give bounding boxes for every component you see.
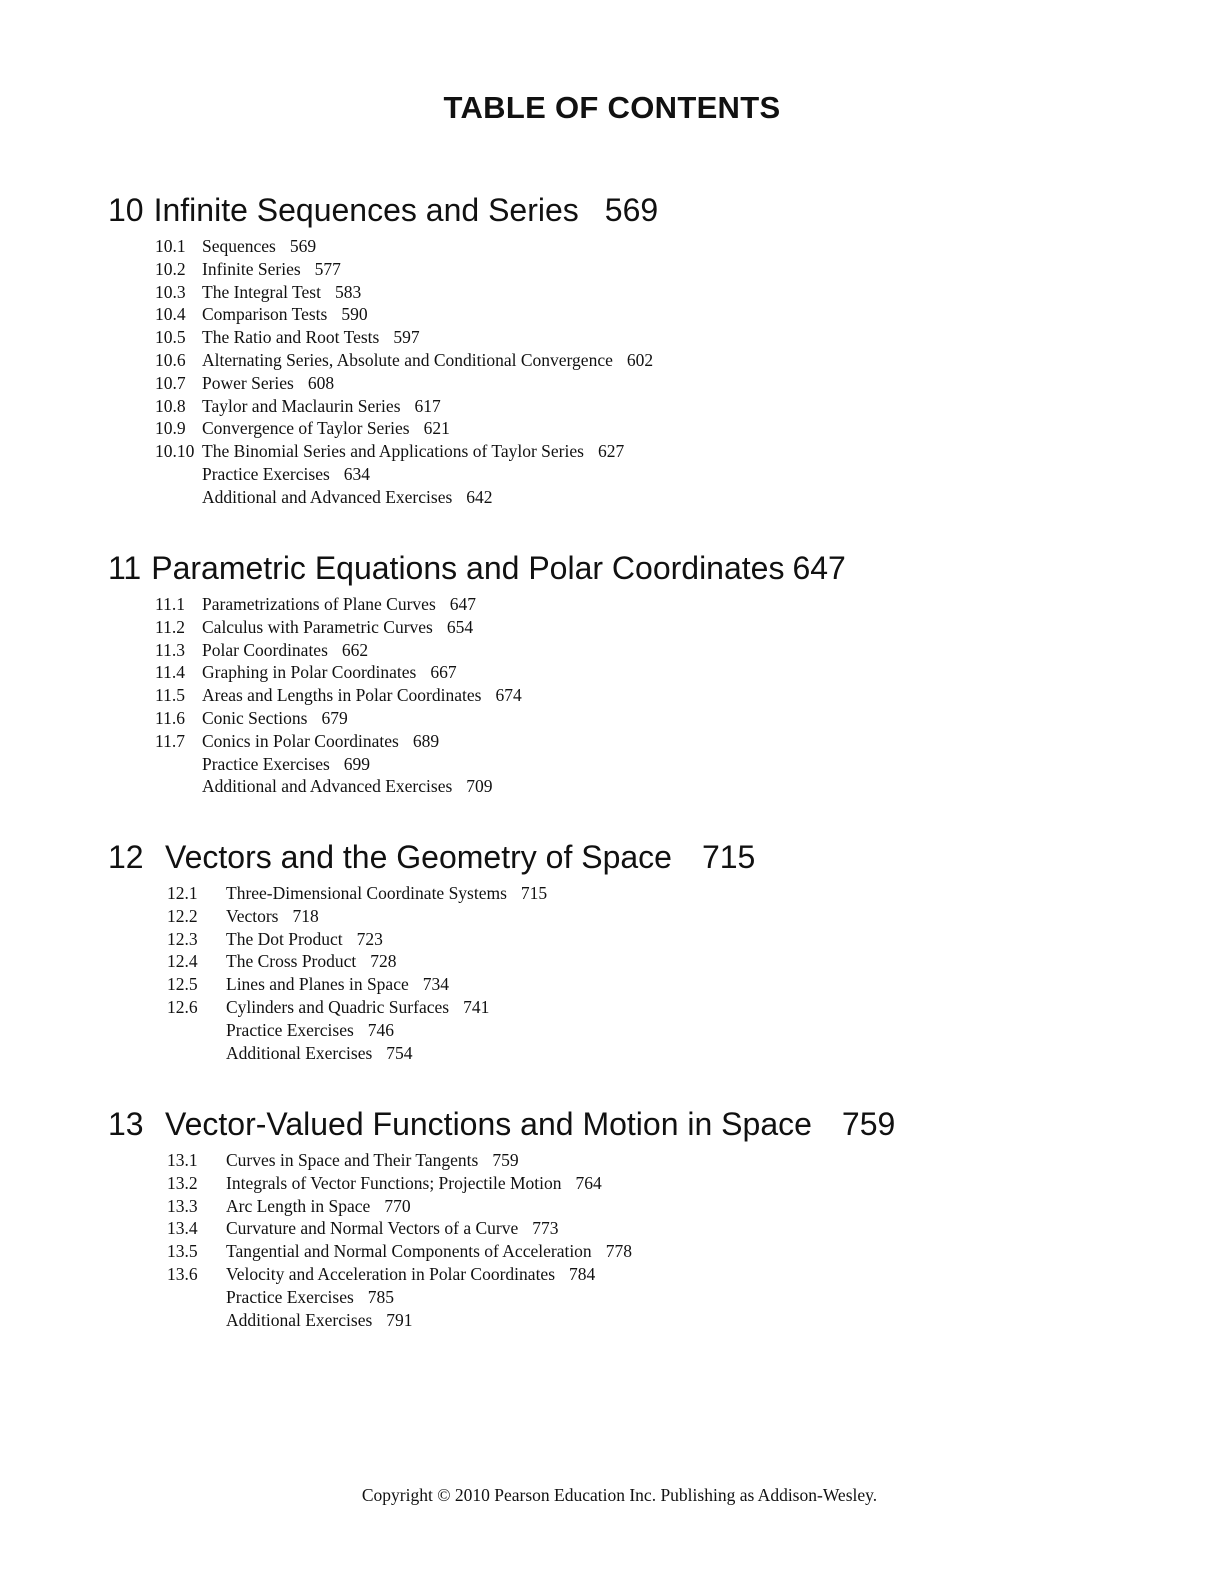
section-title: Parametrizations of Plane Curves bbox=[202, 594, 436, 614]
section-title: Curvature and Normal Vectors of a Curve bbox=[226, 1218, 519, 1239]
section-page: 718 bbox=[292, 905, 319, 926]
section-list bbox=[0, 882, 1224, 1064]
section-title: Graphing in Polar Coordinates bbox=[202, 662, 417, 683]
section-title: Comparison Tests bbox=[202, 304, 328, 325]
section-page: 699 bbox=[343, 753, 371, 774]
section-title: Three-Dimensional Coordinate Systems bbox=[226, 883, 507, 903]
section-title: Conic Sections bbox=[202, 707, 308, 728]
toc-entry[interactable] bbox=[0, 372, 1224, 395]
section-number: 12.3 bbox=[167, 928, 198, 949]
section-title: Calculus with Parametric Curves bbox=[202, 616, 433, 637]
section-page: 642 bbox=[466, 486, 493, 507]
toc-entry[interactable] bbox=[0, 1195, 1224, 1218]
section-page: 709 bbox=[466, 776, 493, 797]
chapter-number: 11 bbox=[108, 550, 142, 586]
chapter-page: 715 bbox=[701, 839, 756, 875]
section-number: 11.7 bbox=[155, 730, 185, 751]
section-title: Infinite Series bbox=[202, 258, 301, 279]
toc-entry[interactable] bbox=[0, 753, 1224, 776]
toc-entry[interactable] bbox=[0, 661, 1224, 684]
section-number: 12.1 bbox=[167, 883, 198, 903]
toc-entry[interactable] bbox=[0, 684, 1224, 707]
section-number: 11.4 bbox=[155, 662, 185, 683]
toc-entry[interactable] bbox=[0, 1149, 1224, 1172]
section-page: 602 bbox=[626, 349, 654, 370]
section-number: 10.7 bbox=[155, 372, 186, 393]
section-number: 13.4 bbox=[167, 1218, 198, 1239]
section-page: 784 bbox=[569, 1263, 596, 1284]
section-title: Sequences bbox=[202, 236, 276, 256]
section-page: 728 bbox=[370, 951, 397, 972]
chapter-number: 13 bbox=[108, 1106, 144, 1142]
section-number: 11.1 bbox=[155, 594, 185, 614]
section-title: The Dot Product bbox=[226, 928, 343, 949]
section-page: 679 bbox=[321, 707, 348, 728]
toc-entry[interactable] bbox=[0, 417, 1224, 440]
section-number: 10.10 bbox=[155, 441, 195, 462]
chapter-title: Vectors and the Geometry of Space bbox=[165, 839, 672, 875]
toc-entry[interactable] bbox=[0, 1263, 1224, 1286]
chapter-page: 569 bbox=[604, 192, 659, 228]
section-title: Areas and Lengths in Polar Coordinates bbox=[202, 685, 482, 706]
section-page: 590 bbox=[341, 304, 368, 325]
section-page: 583 bbox=[334, 281, 362, 302]
section-number: 10.9 bbox=[155, 418, 186, 439]
toc-entry[interactable] bbox=[0, 928, 1224, 951]
toc-entry[interactable] bbox=[0, 1172, 1224, 1195]
section-page: 608 bbox=[307, 372, 335, 393]
section-list bbox=[0, 593, 1224, 798]
toc-entry[interactable] bbox=[0, 616, 1224, 639]
section-number: 13.5 bbox=[167, 1241, 198, 1262]
toc-entry[interactable] bbox=[0, 326, 1224, 349]
section-title: Cylinders and Quadric Surfaces bbox=[226, 996, 450, 1017]
section-page: 764 bbox=[575, 1172, 602, 1193]
section-title: The Cross Product bbox=[226, 951, 357, 972]
section-page: 667 bbox=[430, 662, 457, 683]
section-page: 634 bbox=[343, 463, 371, 484]
toc-entry[interactable] bbox=[0, 905, 1224, 928]
section-title: The Integral Test bbox=[202, 281, 321, 302]
section-page: 734 bbox=[422, 974, 449, 995]
section-title: Additional Exercises bbox=[226, 1309, 373, 1330]
section-page: 773 bbox=[532, 1218, 559, 1239]
section-title: Practice Exercises bbox=[202, 463, 330, 484]
chapter-title: Parametric Equations and Polar Coordinates bbox=[151, 550, 785, 586]
section-number: 10.4 bbox=[155, 304, 186, 325]
section-number: 10.3 bbox=[155, 281, 186, 302]
toc-entry[interactable] bbox=[0, 1217, 1224, 1240]
section-page: 597 bbox=[393, 327, 420, 348]
section-page: 759 bbox=[492, 1150, 519, 1170]
section-title: Arc Length in Space bbox=[226, 1195, 371, 1216]
section-number: 11.2 bbox=[155, 616, 185, 637]
section-page: 785 bbox=[367, 1286, 395, 1307]
section-title: Tangential and Normal Components of Acceleration bbox=[226, 1241, 592, 1262]
page-title: TABLE OF CONTENTS bbox=[443, 90, 781, 125]
section-page: 674 bbox=[495, 685, 522, 706]
toc-entry[interactable] bbox=[0, 258, 1224, 281]
section-number: 13.1 bbox=[167, 1150, 198, 1170]
section-number: 10.2 bbox=[155, 258, 186, 279]
section-page: 715 bbox=[520, 883, 548, 903]
section-title: Conics in Polar Coordinates bbox=[202, 730, 399, 751]
section-title: Practice Exercises bbox=[202, 753, 330, 774]
chapter-title: Infinite Sequences and Series bbox=[153, 192, 579, 228]
chapter-title: Vector-Valued Functions and Motion in Space bbox=[165, 1106, 812, 1142]
section-page: 689 bbox=[412, 730, 440, 751]
section-number: 12.4 bbox=[167, 951, 198, 972]
toc-entry[interactable] bbox=[0, 1042, 1224, 1065]
toc-entry[interactable] bbox=[0, 303, 1224, 326]
section-title: Integrals of Vector Functions; Projectile Motion bbox=[226, 1172, 562, 1193]
chapter-page: 647 bbox=[792, 550, 846, 586]
toc-entry[interactable] bbox=[0, 730, 1224, 753]
toc-entry[interactable] bbox=[0, 235, 1224, 258]
section-list bbox=[0, 235, 1224, 509]
toc-entry[interactable] bbox=[0, 1309, 1224, 1332]
section-page: 662 bbox=[341, 639, 369, 660]
toc-entry[interactable] bbox=[0, 281, 1224, 304]
section-number: 13.6 bbox=[167, 1263, 198, 1284]
section-title: The Binomial Series and Applications of Taylor Series bbox=[202, 441, 584, 462]
section-page: 770 bbox=[384, 1195, 411, 1216]
toc-entry[interactable] bbox=[0, 707, 1224, 730]
section-title: Practice Exercises bbox=[226, 1286, 354, 1307]
section-title: Additional and Advanced Exercises bbox=[202, 486, 453, 507]
section-number: 12.5 bbox=[167, 974, 198, 995]
section-title: Alternating Series, Absolute and Conditional Convergence bbox=[202, 349, 613, 370]
section-title: Practice Exercises bbox=[226, 1019, 354, 1040]
toc-entry[interactable] bbox=[0, 1286, 1224, 1309]
toc-entry[interactable] bbox=[0, 996, 1224, 1019]
section-title: Vectors bbox=[226, 905, 279, 926]
section-number: 13.3 bbox=[167, 1195, 198, 1216]
chapter-number: 12 bbox=[108, 839, 144, 875]
section-title: Taylor and Maclaurin Series bbox=[202, 395, 401, 416]
toc-entry[interactable] bbox=[0, 1019, 1224, 1042]
section-number: 10.8 bbox=[155, 395, 186, 416]
section-page: 577 bbox=[314, 258, 341, 279]
section-title: Additional and Advanced Exercises bbox=[202, 776, 453, 797]
section-page: 647 bbox=[449, 594, 477, 614]
toc-entry[interactable] bbox=[0, 775, 1224, 798]
toc-entry[interactable] bbox=[0, 463, 1224, 486]
section-number: 11.5 bbox=[155, 685, 185, 706]
toc-entry[interactable] bbox=[0, 950, 1224, 973]
chapter-heading[interactable] bbox=[108, 188, 658, 232]
section-number: 11.3 bbox=[155, 639, 185, 660]
section-page: 569 bbox=[289, 236, 317, 256]
section-page: 778 bbox=[605, 1241, 632, 1262]
toc-entry[interactable] bbox=[0, 882, 1224, 905]
section-page: 723 bbox=[356, 928, 383, 949]
section-page: 791 bbox=[386, 1309, 413, 1330]
chapter-page: 759 bbox=[841, 1106, 896, 1142]
section-list bbox=[0, 1149, 1224, 1331]
section-number: 10.5 bbox=[155, 327, 186, 348]
section-page: 627 bbox=[597, 441, 625, 462]
section-title: Power Series bbox=[202, 372, 294, 393]
section-title: Velocity and Acceleration in Polar Coordinates bbox=[226, 1263, 556, 1284]
section-page: 741 bbox=[463, 996, 490, 1017]
section-number: 12.6 bbox=[167, 996, 198, 1017]
section-title: Curves in Space and Their Tangents bbox=[226, 1150, 479, 1170]
toc-entry[interactable] bbox=[0, 639, 1224, 662]
section-title: Polar Coordinates bbox=[202, 639, 328, 660]
section-number: 13.2 bbox=[167, 1172, 198, 1193]
toc-entry[interactable] bbox=[0, 486, 1224, 509]
chapter-heading[interactable] bbox=[108, 546, 846, 590]
toc-entry[interactable] bbox=[0, 593, 1224, 616]
section-page: 654 bbox=[446, 616, 474, 637]
section-page: 754 bbox=[386, 1042, 413, 1063]
toc-entry[interactable] bbox=[0, 395, 1224, 418]
section-number: 12.2 bbox=[167, 905, 198, 926]
section-page: 621 bbox=[423, 418, 450, 439]
section-title: Additional Exercises bbox=[226, 1042, 373, 1063]
section-number: 11.6 bbox=[155, 707, 185, 728]
section-page: 617 bbox=[414, 395, 441, 416]
section-number: 10.6 bbox=[155, 349, 186, 370]
section-page: 746 bbox=[367, 1019, 395, 1040]
copyright-footer: Copyright © 2010 Pearson Education Inc. Publishing as Addison-Wesley. bbox=[361, 1485, 878, 1505]
chapter-number: 10 bbox=[108, 192, 144, 228]
toc-entry[interactable] bbox=[0, 440, 1224, 463]
section-title: The Ratio and Root Tests bbox=[202, 327, 380, 348]
toc-entry[interactable] bbox=[0, 349, 1224, 372]
toc-entry[interactable] bbox=[0, 973, 1224, 996]
toc-entry[interactable] bbox=[0, 1240, 1224, 1263]
section-title: Convergence of Taylor Series bbox=[202, 418, 410, 439]
section-number: 10.1 bbox=[155, 236, 186, 256]
section-title: Lines and Planes in Space bbox=[226, 974, 409, 995]
